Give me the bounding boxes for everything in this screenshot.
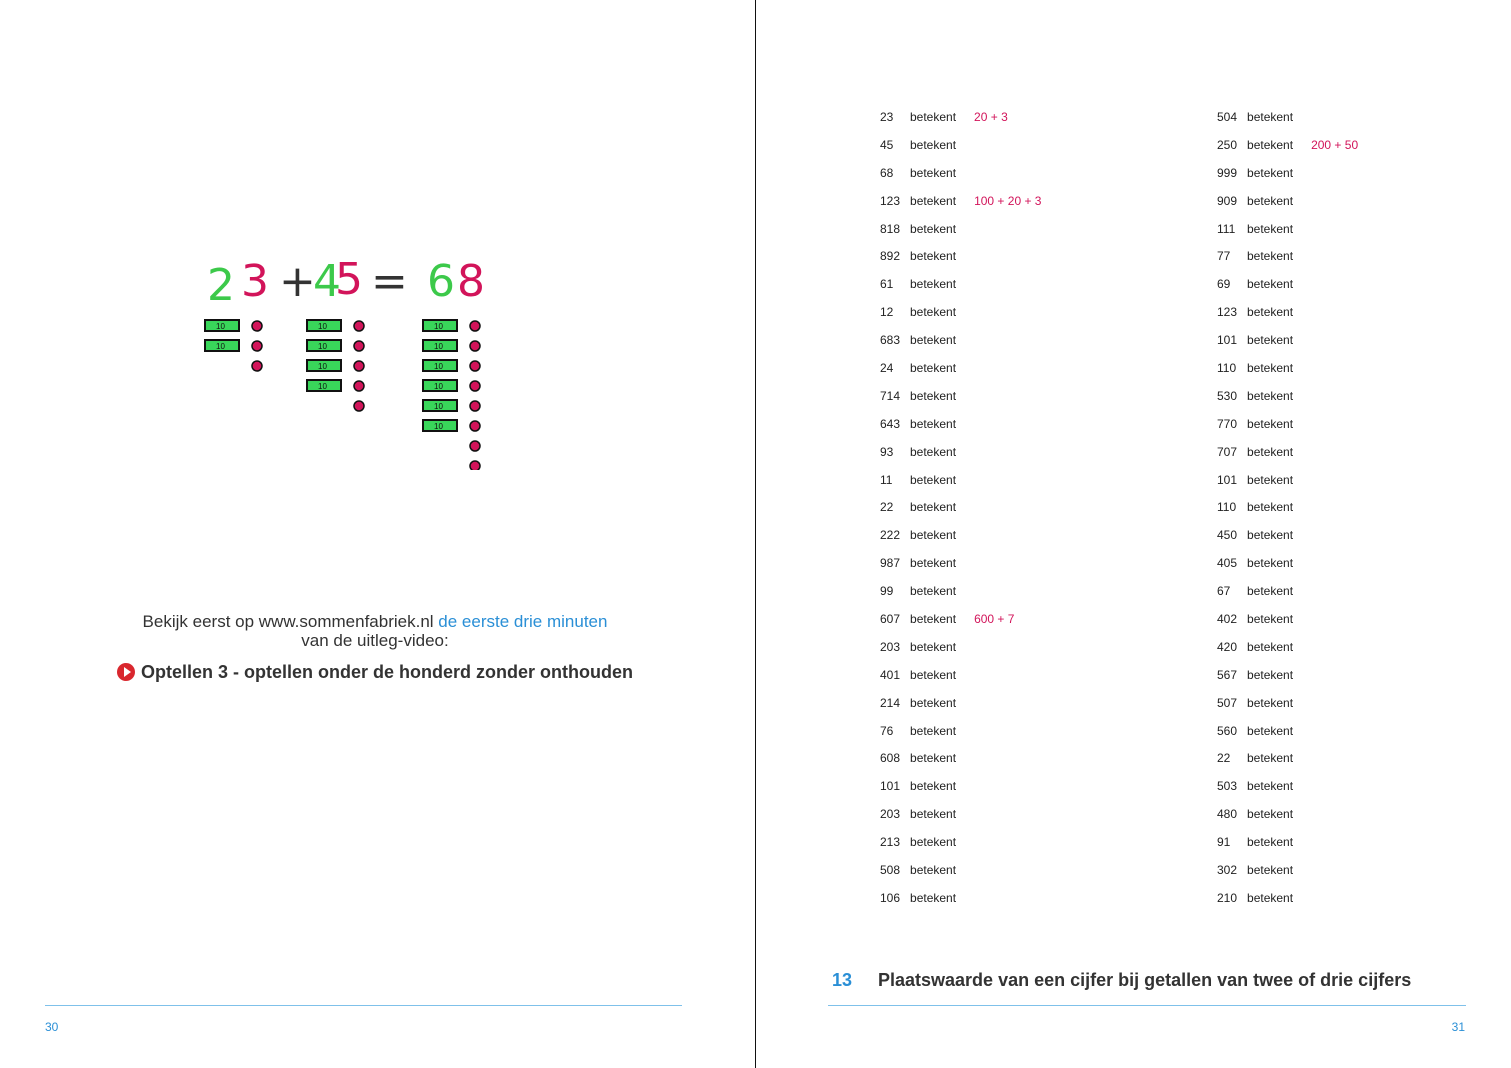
exercise-word: betekent [1247, 556, 1294, 571]
ten-block-label: 10 [216, 342, 225, 351]
exercise-word: betekent [910, 751, 957, 766]
exercise-word: betekent [1247, 221, 1294, 236]
exercise-number: 420 [1217, 639, 1238, 654]
exercise-number: 24 [880, 361, 894, 376]
exercise-word: betekent [910, 110, 957, 124]
exercise-row [1217, 666, 1358, 694]
exercise-row [880, 666, 1041, 694]
exercise-row [1217, 136, 1358, 164]
exercise-word: betekent [910, 305, 957, 320]
exercise-row [1217, 331, 1358, 359]
ten-block-label: 10 [434, 362, 443, 371]
exercise-row [880, 526, 1041, 554]
one-dot [470, 401, 480, 411]
exercise-word: betekent [910, 584, 957, 599]
exercise-row [1217, 694, 1358, 722]
exercise-word: betekent [910, 361, 957, 376]
exercise-row [880, 582, 1041, 610]
exercise-number: 99 [880, 584, 894, 599]
exercise-word: betekent [1247, 667, 1294, 682]
instruction-suffix: van de uitleg-video: [301, 631, 449, 650]
instruction-prefix: Bekijk eerst op www.sommenfabriek.nl [142, 612, 434, 631]
exercise-number: 892 [880, 249, 901, 264]
exercise-word: betekent [910, 388, 957, 403]
exercise-number: 203 [880, 639, 901, 654]
operator-plus: + [279, 256, 316, 307]
ten-block-label: 10 [434, 422, 443, 431]
exercise-word: betekent [1247, 444, 1294, 459]
exercise-row [1217, 220, 1358, 248]
exercise-number: 643 [880, 416, 901, 431]
exercise-number: 818 [880, 221, 901, 236]
ten-block-label: 10 [434, 322, 443, 331]
exercise-word: betekent [1247, 890, 1294, 905]
one-dot [252, 361, 262, 371]
one-dot [470, 321, 480, 331]
exercise-row [1217, 722, 1358, 750]
exercise-row [880, 749, 1041, 777]
one-dot [470, 341, 480, 351]
exercise-row [1217, 164, 1358, 192]
digit: 4 [313, 256, 341, 307]
exercise-row [880, 415, 1041, 443]
exercise-number: 101 [1217, 333, 1238, 348]
exercise-number: 302 [1217, 863, 1238, 878]
exercise-number: 770 [1217, 416, 1238, 431]
exercise-row [1217, 861, 1358, 889]
exercise-row [1217, 526, 1358, 554]
exercise-number: 507 [1217, 695, 1238, 710]
exercise-word: betekent [1247, 695, 1294, 710]
ten-block-label: 10 [434, 342, 443, 351]
digit: 8 [457, 256, 485, 307]
exercise-word: betekent [1247, 612, 1294, 627]
exercise-number: 707 [1217, 444, 1238, 459]
exercise-number: 11 [880, 472, 893, 487]
exercise-row [880, 192, 1041, 220]
left-page [0, 0, 755, 1068]
exercise-row [880, 303, 1041, 331]
exercise-row [1217, 777, 1358, 805]
exercise-number: 503 [1217, 779, 1238, 794]
one-dot [470, 381, 480, 391]
exercise-row [880, 164, 1041, 192]
exercise-number: 405 [1217, 556, 1238, 571]
exercise-number: 67 [1217, 584, 1231, 599]
exercise-word: betekent [1247, 388, 1294, 403]
exercise-row [1217, 443, 1358, 471]
exercise-row [880, 498, 1041, 526]
exercise-row [880, 777, 1041, 805]
exercise-number: 23 [880, 110, 894, 124]
exercise-row [880, 387, 1041, 415]
exercise-row [880, 694, 1041, 722]
exercise-row [1217, 303, 1358, 331]
exercise-word: betekent [1247, 528, 1294, 543]
exercise-word: betekent [910, 249, 957, 264]
ten-block-label: 10 [318, 342, 327, 351]
exercise-word: betekent [1247, 863, 1294, 878]
exercise-word: betekent [1247, 416, 1294, 431]
exercise-number: 77 [1217, 249, 1231, 264]
exercise-word: betekent [1247, 110, 1294, 124]
exercise-row [1217, 387, 1358, 415]
exercise-row [880, 805, 1041, 833]
exercise-row [1217, 833, 1358, 861]
exercise-number: 450 [1217, 528, 1238, 543]
exercise-row [880, 359, 1041, 387]
exercise-row [1217, 108, 1358, 136]
exercise-number: 607 [880, 612, 901, 627]
exercise-word: betekent [1247, 333, 1294, 348]
exercise-word: betekent [1247, 779, 1294, 794]
exercise-word: betekent [910, 863, 957, 878]
exercise-word: betekent [1247, 751, 1294, 766]
exercise-column-left [880, 108, 1041, 917]
digit: 5 [335, 254, 363, 305]
digit: 3 [241, 256, 269, 307]
exercise-word: betekent [910, 137, 957, 152]
exercise-number: 909 [1217, 193, 1238, 208]
exercise-number: 222 [880, 528, 901, 543]
page-number: 30 [45, 1020, 59, 1034]
exercise-number: 401 [880, 667, 901, 682]
exercise-row [880, 275, 1041, 303]
exercise-number: 68 [880, 165, 894, 180]
exercise-row [1217, 471, 1358, 499]
exercise-number: 203 [880, 807, 901, 822]
exercise-word: betekent [910, 500, 957, 515]
digit: 2 [207, 260, 235, 311]
exercise-number: 608 [880, 751, 901, 766]
exercise-word: betekent [1247, 584, 1294, 599]
exercise-number: 93 [880, 444, 894, 459]
exercise-word: betekent [1247, 500, 1294, 515]
ten-block-label: 10 [318, 322, 327, 331]
exercise-number: 106 [880, 890, 901, 905]
exercise-word: betekent [1247, 165, 1294, 180]
example-answer: 600 + 7 [974, 612, 1015, 627]
exercise-row [880, 247, 1041, 275]
ten-block-label: 10 [318, 382, 327, 391]
chapter-title: Plaatswaarde van een cijfer bij getallen van twee of drie cijfers [878, 970, 1412, 990]
ten-block-label: 10 [434, 382, 443, 391]
exercise-number: 45 [880, 137, 894, 152]
exercise-number: 69 [1217, 277, 1231, 292]
exercise-number: 123 [1217, 305, 1238, 320]
exercise-word: betekent [1247, 807, 1294, 822]
operator-equals: = [371, 256, 408, 307]
exercise-number: 101 [880, 779, 901, 794]
one-dot [354, 401, 364, 411]
exercise-word: betekent [910, 890, 957, 905]
digit: 6 [427, 256, 455, 307]
exercise-row [880, 722, 1041, 750]
exercise-row [1217, 582, 1358, 610]
ten-block-label: 10 [318, 362, 327, 371]
place-value-blocks [205, 320, 480, 470]
exercise-row [1217, 498, 1358, 526]
exercise-word: betekent [1247, 137, 1294, 152]
exercise-number: 91 [1217, 835, 1231, 850]
addition-illustration [195, 250, 495, 470]
one-dot [470, 421, 480, 431]
exercise-word: betekent [1247, 249, 1294, 264]
exercise-number: 22 [880, 500, 894, 515]
exercise-row [1217, 192, 1358, 220]
page-number: 31 [1451, 1020, 1465, 1034]
exercise-number: 76 [880, 723, 894, 738]
exercise-row [1217, 554, 1358, 582]
exercise-word: betekent [910, 416, 957, 431]
exercise-word: betekent [910, 193, 957, 208]
exercise-word: betekent [910, 528, 957, 543]
one-dot [470, 361, 480, 371]
exercise-row [1217, 275, 1358, 303]
exercise-word: betekent [910, 667, 957, 682]
exercise-number: 480 [1217, 807, 1238, 822]
ten-block-label: 10 [434, 402, 443, 411]
exercise-word: betekent [910, 444, 957, 459]
exercise-word: betekent [1247, 193, 1294, 208]
exercise-row [880, 108, 1041, 136]
exercise-word: betekent [910, 807, 957, 822]
exercise-number: 987 [880, 556, 901, 571]
exercise-row [880, 554, 1041, 582]
play-icon[interactable] [117, 663, 135, 681]
exercise-row [880, 136, 1041, 164]
exercise-word: betekent [910, 779, 957, 794]
exercise-word: betekent [910, 612, 957, 627]
exercise-number: 61 [880, 277, 894, 292]
exercise-row [880, 638, 1041, 666]
exercise-number: 214 [880, 695, 901, 710]
exercise-word: betekent [910, 277, 957, 292]
exercise-number: 111 [1217, 221, 1236, 236]
instruction-link[interactable]: de eerste drie minuten [438, 612, 608, 631]
exercise-row [1217, 889, 1358, 917]
exercise-row [880, 889, 1041, 917]
exercise-number: 123 [880, 193, 901, 208]
exercise-number: 683 [880, 333, 901, 348]
chapter-heading [832, 970, 1411, 991]
one-dot [470, 461, 480, 470]
exercise-number: 250 [1217, 137, 1238, 152]
exercise-row [1217, 247, 1358, 275]
footer-rule [45, 1005, 682, 1006]
right-page [756, 0, 1511, 1068]
exercise-row [880, 833, 1041, 861]
one-dot [470, 441, 480, 451]
exercise-number: 504 [1217, 110, 1238, 124]
exercise-word: betekent [910, 556, 957, 571]
exercise-number: 110 [1217, 500, 1237, 515]
exercise-word: betekent [910, 639, 957, 654]
video-link[interactable] [60, 662, 690, 683]
exercise-number: 402 [1217, 612, 1238, 627]
example-answer: 100 + 20 + 3 [974, 193, 1042, 208]
exercise-number: 567 [1217, 667, 1238, 682]
exercise-word: betekent [1247, 472, 1294, 487]
exercise-row [1217, 415, 1358, 443]
exercise-number: 714 [880, 388, 901, 403]
exercise-number: 213 [880, 835, 901, 850]
exercise-word: betekent [1247, 305, 1294, 320]
exercise-word: betekent [910, 723, 957, 738]
exercise-row [1217, 638, 1358, 666]
exercise-number: 12 [880, 305, 894, 320]
exercise-word: betekent [910, 221, 957, 236]
exercise-word: betekent [1247, 723, 1294, 738]
video-title[interactable]: Optellen 3 - optellen onder de honderd zonder onthouden [141, 662, 633, 682]
exercise-number: 530 [1217, 388, 1238, 403]
one-dot [252, 321, 262, 331]
exercise-word: betekent [910, 165, 957, 180]
one-dot [354, 381, 364, 391]
exercise-row [880, 610, 1041, 638]
example-answer: 20 + 3 [974, 110, 1008, 124]
exercise-row [1217, 749, 1358, 777]
exercise-number: 210 [1217, 890, 1238, 905]
exercise-number: 101 [1217, 472, 1238, 487]
exercise-number: 110 [1217, 361, 1237, 376]
exercise-row [1217, 359, 1358, 387]
exercise-number: 560 [1217, 723, 1238, 738]
exercise-word: betekent [910, 835, 957, 850]
one-dot [354, 341, 364, 351]
exercise-word: betekent [1247, 835, 1294, 850]
one-dot [354, 361, 364, 371]
exercise-word: betekent [910, 333, 957, 348]
video-instruction [60, 612, 690, 650]
exercise-row [880, 220, 1041, 248]
exercise-row [880, 861, 1041, 889]
exercise-row [1217, 610, 1358, 638]
exercise-column-right [1217, 108, 1358, 917]
exercise-word: betekent [910, 695, 957, 710]
exercise-row [880, 331, 1041, 359]
exercise-row [1217, 805, 1358, 833]
exercise-word: betekent [1247, 277, 1294, 292]
exercise-row [880, 443, 1041, 471]
footer-rule [828, 1005, 1466, 1006]
one-dot [354, 321, 364, 331]
exercise-word: betekent [1247, 639, 1294, 654]
one-dot [252, 341, 262, 351]
exercise-word: betekent [1247, 361, 1294, 376]
exercise-row [880, 471, 1041, 499]
example-answer: 200 + 50 [1311, 137, 1359, 152]
exercise-number: 508 [880, 863, 901, 878]
exercise-number: 22 [1217, 751, 1231, 766]
equation-line [207, 254, 485, 311]
exercise-word: betekent [910, 472, 957, 487]
ten-block-label: 10 [216, 322, 225, 331]
exercise-number: 999 [1217, 165, 1238, 180]
chapter-number: 13 [832, 970, 853, 990]
